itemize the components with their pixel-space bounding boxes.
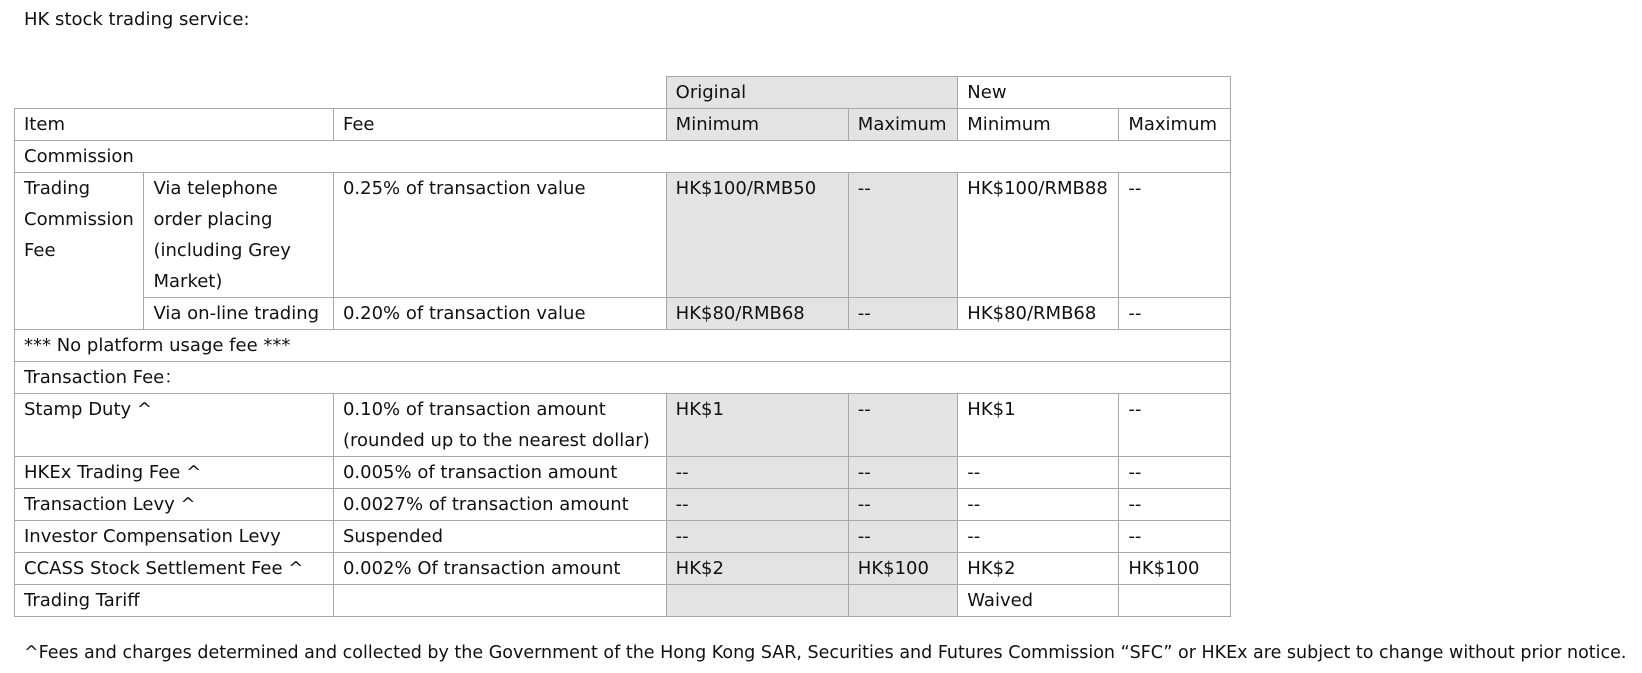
group-header-row [15, 77, 1231, 109]
new-minimum-header: Minimum [958, 109, 1119, 141]
original-maximum-header: Maximum [848, 109, 957, 141]
footnote: ^Fees and charges determined and collected by the Government of the Hong Kong SAR, Securities and Futures Commission “SFC” or HKEx are subject to change without prior notice. [24, 643, 1627, 663]
fee-ccass-settlement-fee: 0.002% Of transaction amount [333, 553, 666, 585]
new-minimum-stamp-duty: HK$1 [958, 394, 1119, 457]
original-minimum-ccass-settlement-fee: HK$2 [666, 553, 848, 585]
item-ccass-settlement-fee: CCASS Stock Settlement Fee ^ [15, 553, 334, 585]
section-row-commission [15, 141, 1231, 173]
page-title: HK stock trading service: [24, 9, 250, 30]
new-maximum-stamp-duty: -- [1119, 394, 1231, 457]
original-maximum-online: -- [848, 298, 957, 330]
commission-section-label: Commission [15, 141, 1231, 173]
new-minimum-investor-compensation-levy: -- [958, 521, 1119, 553]
original-minimum-transaction-levy: -- [666, 489, 848, 521]
original-group-header: Original [666, 77, 958, 109]
original-minimum-stamp-duty: HK$1 [666, 394, 848, 457]
item-hkex-trading-fee: HKEx Trading Fee ^ [15, 457, 334, 489]
original-minimum-header: Minimum [666, 109, 848, 141]
new-minimum-transaction-levy: -- [958, 489, 1119, 521]
fee-stamp-duty: 0.10% of transaction amount (rounded up to the nearest dollar) [333, 394, 666, 457]
method-online: Via on-line trading [144, 298, 333, 330]
transaction-section-label: Transaction Fee： [15, 362, 1231, 394]
section-row-transaction [15, 362, 1231, 394]
method-telephone: Via telephone order placing (including Grey Market) [144, 173, 333, 298]
fee-transaction-levy: 0.0027% of transaction amount [333, 489, 666, 521]
item-investor-compensation-levy: Investor Compensation Levy [15, 521, 334, 553]
item-header: Item [15, 109, 334, 141]
new-minimum-hkex-trading-fee: -- [958, 457, 1119, 489]
original-maximum-trading-tariff [848, 585, 957, 617]
table-row-transaction-levy [15, 489, 1231, 521]
original-maximum-investor-compensation-levy: -- [848, 521, 957, 553]
original-minimum-trading-tariff [666, 585, 848, 617]
original-maximum-stamp-duty: -- [848, 394, 957, 457]
blank-header-cell [15, 77, 667, 109]
original-maximum-transaction-levy: -- [848, 489, 957, 521]
new-maximum-investor-compensation-levy: -- [1119, 521, 1231, 553]
new-maximum-ccass-settlement-fee: HK$100 [1119, 553, 1231, 585]
table-row-trading-tariff [15, 585, 1231, 617]
section-row-platform-note [15, 330, 1231, 362]
original-maximum-hkex-trading-fee: -- [848, 457, 957, 489]
table-row-online [15, 298, 1231, 330]
fee-hkex-trading-fee: 0.005% of transaction amount [333, 457, 666, 489]
table-row-ccass-settlement-fee [15, 553, 1231, 585]
original-maximum-telephone: -- [848, 173, 957, 298]
new-maximum-transaction-levy: -- [1119, 489, 1231, 521]
column-header-row [15, 109, 1231, 141]
new-maximum-telephone: -- [1119, 173, 1231, 298]
original-maximum-ccass-settlement-fee: HK$100 [848, 553, 957, 585]
item-stamp-duty: Stamp Duty ^ [15, 394, 334, 457]
fee-header: Fee [333, 109, 666, 141]
fee-trading-tariff [333, 585, 666, 617]
platform-note: *** No platform usage fee *** [15, 330, 1231, 362]
original-minimum-investor-compensation-levy: -- [666, 521, 848, 553]
item-trading-tariff: Trading Tariff [15, 585, 334, 617]
new-minimum-ccass-settlement-fee: HK$2 [958, 553, 1119, 585]
table-row-hkex-trading-fee [15, 457, 1231, 489]
table-row-investor-compensation-levy [15, 521, 1231, 553]
trading-commission-label: Trading Commission Fee [15, 173, 144, 330]
table-row-stamp-duty [15, 394, 1231, 457]
new-maximum-trading-tariff [1119, 585, 1231, 617]
fee-table [14, 76, 1231, 617]
fee-online: 0.20% of transaction value [333, 298, 666, 330]
new-minimum-telephone: HK$100/RMB88 [958, 173, 1119, 298]
table-row-telephone [15, 173, 1231, 298]
fee-investor-compensation-levy: Suspended [333, 521, 666, 553]
original-minimum-telephone: HK$100/RMB50 [666, 173, 848, 298]
new-maximum-online: -- [1119, 298, 1231, 330]
new-minimum-online: HK$80/RMB68 [958, 298, 1119, 330]
new-maximum-hkex-trading-fee: -- [1119, 457, 1231, 489]
new-maximum-header: Maximum [1119, 109, 1231, 141]
item-transaction-levy: Transaction Levy ^ [15, 489, 334, 521]
fee-telephone: 0.25% of transaction value [333, 173, 666, 298]
original-minimum-hkex-trading-fee: -- [666, 457, 848, 489]
original-minimum-online: HK$80/RMB68 [666, 298, 848, 330]
new-minimum-trading-tariff: Waived [958, 585, 1119, 617]
new-group-header: New [958, 77, 1231, 109]
